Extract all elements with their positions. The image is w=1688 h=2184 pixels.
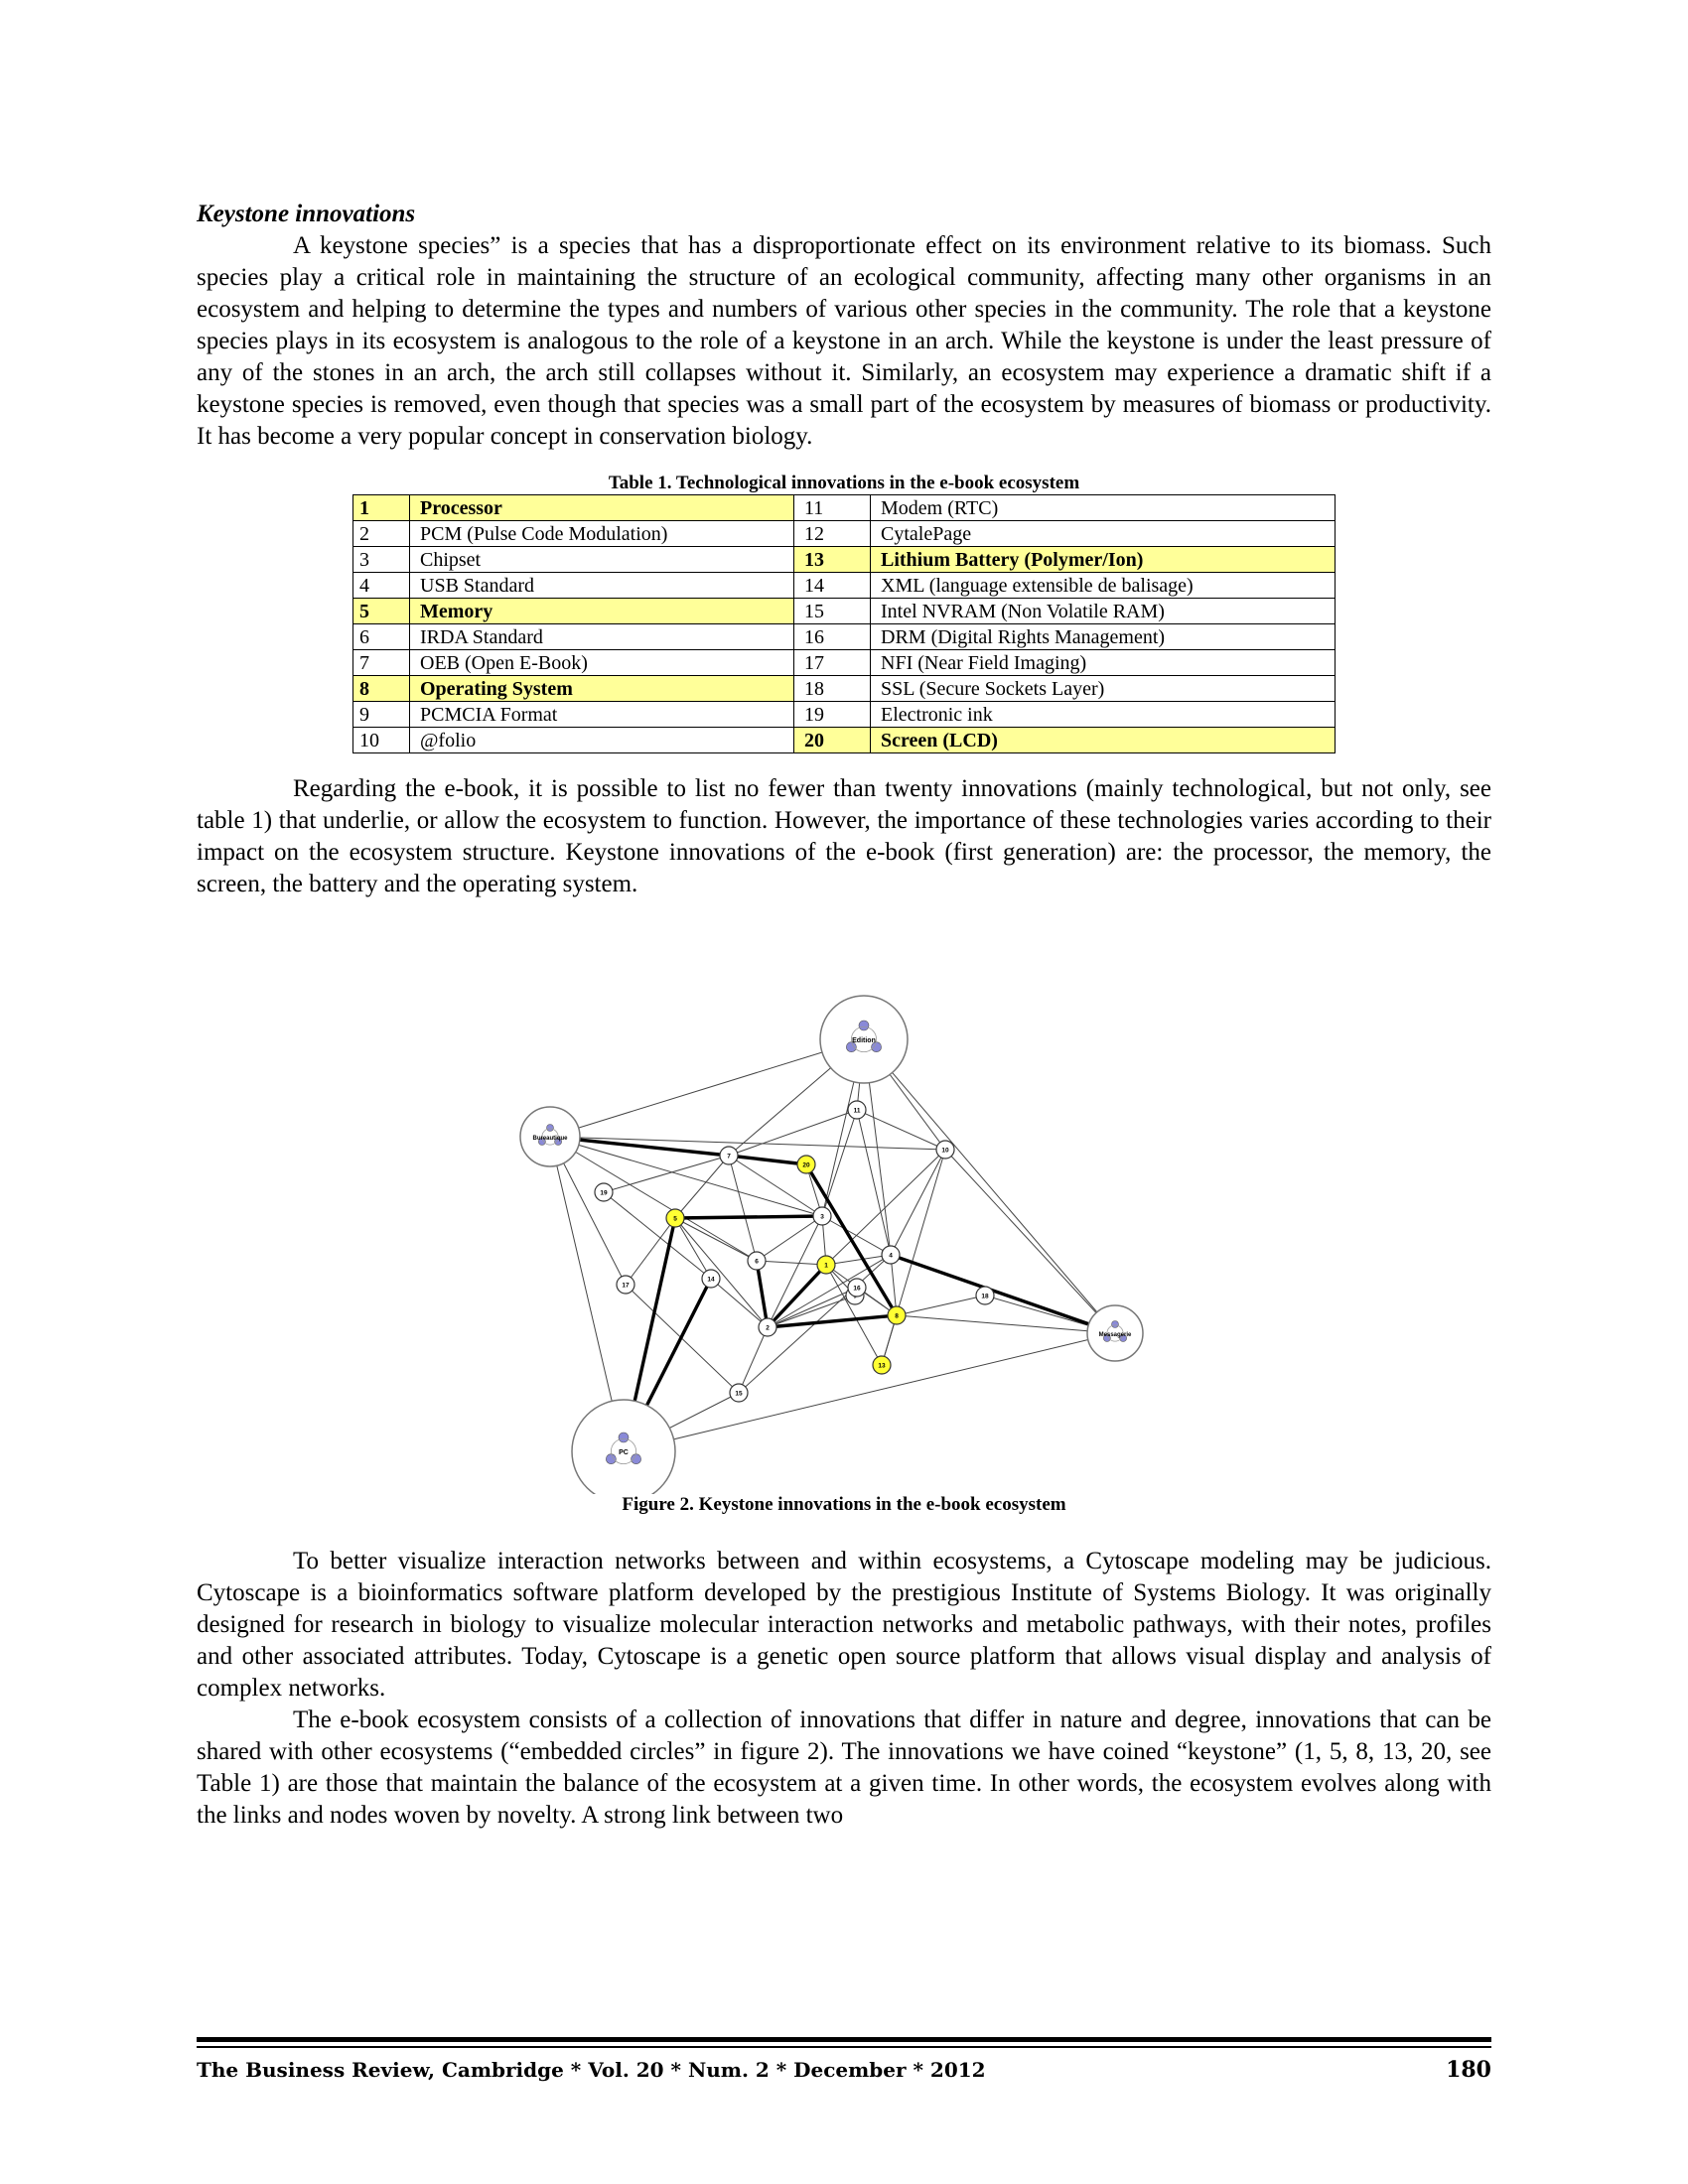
table-row — [353, 573, 1336, 599]
node-label: 13 — [878, 1362, 886, 1370]
strong-network-edge — [768, 1312, 899, 1327]
innovation-node — [848, 1101, 866, 1119]
paragraph-ecosystem: The e-book ecosystem consists of a collection of innovations that differ in nature and degree, innovations that can be shared with other ecosystems (“embedded circles” in figure 2). The innovations we have coined “keystone” (1, 5, 8, 13, 20, see Table 1) are those that maintain the balance of the ecosystem at a given time. In other words, the ecosystem evolves along with the links and nodes woven by novelty. A strong link between two — [197, 1706, 1491, 1829]
node-label: 1 — [824, 1262, 828, 1270]
node-label: 4 — [889, 1252, 893, 1260]
table-cell: 15 — [794, 599, 871, 624]
table-cell: 3 — [353, 547, 410, 573]
network-edge — [857, 1110, 891, 1255]
node-label: 19 — [600, 1189, 608, 1197]
table-row — [353, 650, 1336, 676]
paragraph-ebook-innovations: Regarding the e-book, it is possible to list no fewer than twenty innovations (mainly technological, but not only, see table 1) that underlie, or allow the ecosystem to function. However, the importance of these technologies varies according to their impact on the ecosystem structure. Keystone innovations of the e-book (first generation) are: the processor, the memory, the screen, the battery and the operating system. — [197, 775, 1491, 897]
innovation-node — [848, 1279, 866, 1297]
table-cell: 16 — [794, 624, 871, 650]
table-cell: 14 — [794, 573, 871, 599]
footer-rule — [197, 2037, 1491, 2042]
figure-2 — [197, 938, 1491, 1494]
network-edge — [857, 1110, 945, 1150]
node-label: 20 — [802, 1161, 810, 1169]
table-row — [353, 495, 1336, 521]
node-label: 10 — [941, 1147, 949, 1155]
ecosystem-label: PC — [619, 1449, 629, 1456]
table-cell: Processor — [410, 495, 794, 521]
table-cell: 10 — [353, 728, 410, 753]
table-cell: 9 — [353, 702, 410, 728]
node-label: 17 — [622, 1282, 630, 1290]
table-cell: CytalePage — [871, 521, 1336, 547]
table-cell: DRM (Digital Rights Management) — [871, 624, 1336, 650]
node-label: 11 — [853, 1107, 861, 1115]
innovation-node — [976, 1287, 994, 1304]
table-cell: OEB (Open E-Book) — [410, 650, 794, 676]
table-1 — [352, 473, 1336, 753]
table-cell: 13 — [794, 547, 871, 573]
table-cell: Intel NVRAM (Non Volatile RAM) — [871, 599, 1336, 624]
table-cell: PCM (Pulse Code Modulation) — [410, 521, 794, 547]
node-label: 3 — [820, 1213, 824, 1221]
strong-network-edge — [768, 1262, 828, 1327]
network-edge — [739, 1324, 770, 1393]
table-cell: XML (language extensible de balisage) — [871, 573, 1336, 599]
ecosystem-label: Messagerie — [1098, 1332, 1132, 1338]
network-diagram — [197, 938, 1491, 1494]
table-cell: Chipset — [410, 547, 794, 573]
table-row — [353, 676, 1336, 702]
network-edge — [895, 1312, 1115, 1333]
ecosystem-circle — [520, 1107, 580, 1166]
table-cell: Modem (RTC) — [871, 495, 1336, 521]
table-row — [353, 599, 1336, 624]
table-cell: 4 — [353, 573, 410, 599]
page-body — [197, 199, 1491, 1832]
innovation-node — [882, 1246, 900, 1264]
table-cell: Electronic ink — [871, 702, 1336, 728]
table-cell: 2 — [353, 521, 410, 547]
table-row — [353, 624, 1336, 650]
table-cell: 8 — [353, 676, 410, 702]
table-row — [353, 728, 1336, 753]
table-cell: IRDA Standard — [410, 624, 794, 650]
table-cell: 11 — [794, 495, 871, 521]
network-edge — [550, 1039, 864, 1137]
keystone-node — [888, 1306, 906, 1324]
table-caption: Table 1. Technological innovations in the e-book ecosystem — [608, 473, 1080, 493]
network-edge — [624, 1333, 1115, 1451]
innovations-table — [352, 494, 1336, 753]
node-label: 6 — [755, 1258, 759, 1266]
node-label: 7 — [727, 1153, 731, 1160]
network-edge — [673, 1215, 768, 1327]
table-cell: 5 — [353, 599, 410, 624]
innovation-node — [702, 1270, 720, 1288]
node-label: 14 — [707, 1276, 715, 1284]
node-label: 8 — [895, 1312, 899, 1320]
keystone-node — [666, 1209, 684, 1227]
table-cell: Memory — [410, 599, 794, 624]
node-label: 16 — [853, 1285, 861, 1293]
table-cell: Lithium Battery (Polymer/Ion) — [871, 547, 1336, 573]
paragraph-cytoscape: To better visualize interaction networks between and within ecosystems, a Cytoscape modeling may be judicious. Cytoscape is a bioinformatics software platform developed by the prestigious Institute of Systems Biology. It was originally designed for research in biology to visualize molecular interaction networks and metabolic pathways, with their notes, profiles and other associated attributes. Today, Cytoscape is a genetic open source platform that allows visual display and analysis of complex networks. — [197, 1548, 1491, 1702]
innovation-node — [748, 1252, 766, 1270]
table-cell: USB Standard — [410, 573, 794, 599]
node-label: 18 — [981, 1293, 989, 1300]
table-row — [353, 521, 1336, 547]
table-cell: NFI (Near Field Imaging) — [871, 650, 1336, 676]
table-row — [353, 547, 1336, 573]
table-cell: @folio — [410, 728, 794, 753]
paragraph-keystone-species: A keystone species” is a species that has a disproportionate effect on its environment relative to its biomass. Such species play a critical role in maintaining the structure of an ecological community, affecting many other organisms in an ecosystem and helping to determine the types and numbers of various other species in the community. The role that a keystone species plays in its ecosystem is analogous to the role of a keystone in an arch. While the keystone is under the least pressure of any of the stones in an arch, the arch still collapses without it. Similarly, an ecosystem may experience a dramatic shift if a keystone species is removed, even though that species was a small part of the ecosystem by measures of biomass or productivity. It has become a very popular concept in conservation biology. — [197, 232, 1491, 450]
page-number: 180 — [1446, 2057, 1491, 2083]
node-label: 15 — [735, 1390, 743, 1398]
table-cell: SSL (Secure Sockets Layer) — [871, 676, 1336, 702]
table-cell: 19 — [794, 702, 871, 728]
innovation-node — [595, 1183, 613, 1201]
strong-network-edge — [755, 1258, 768, 1327]
footer-rule-thin — [197, 2046, 1491, 2048]
ecosystem-label: Edition — [852, 1037, 876, 1044]
table-row — [353, 702, 1336, 728]
table-cell: PCMCIA Format — [410, 702, 794, 728]
table-cell: 1 — [353, 495, 410, 521]
network-edge — [550, 1137, 822, 1216]
innovation-node — [759, 1318, 776, 1336]
innovation-node — [936, 1141, 954, 1159]
table-cell: 18 — [794, 676, 871, 702]
network-edge — [945, 1150, 1115, 1333]
network-edge — [604, 1192, 711, 1279]
table-cell: 7 — [353, 650, 410, 676]
strong-network-edge — [675, 1216, 822, 1218]
ecosystem-label: Bureautique — [532, 1136, 568, 1142]
node-label: 5 — [673, 1215, 677, 1223]
section-title: Keystone innovations — [197, 201, 416, 227]
table-cell: Operating System — [410, 676, 794, 702]
network-edge — [755, 1258, 826, 1266]
innovation-node — [730, 1384, 748, 1402]
table-cell: 17 — [794, 650, 871, 676]
innovation-node — [617, 1276, 634, 1294]
journal-citation: The Business Review, Cambridge * Vol. 20 * Num. 2 * December * 2012 — [197, 2058, 986, 2082]
ecosystem-circle — [572, 1400, 675, 1494]
network-edge — [757, 1213, 824, 1261]
table-cell: Screen (LCD) — [871, 728, 1336, 753]
node-label: 2 — [766, 1324, 770, 1332]
network-edge — [891, 1150, 945, 1255]
innovation-node — [720, 1147, 738, 1164]
figure-caption: Figure 2. Keystone innovations in the e-book ecosystem — [622, 1494, 1066, 1515]
table-cell: 6 — [353, 624, 410, 650]
keystone-node — [797, 1156, 815, 1173]
ecosystem-circle — [1087, 1305, 1143, 1361]
keystone-node — [817, 1256, 835, 1274]
network-edge — [604, 1153, 731, 1192]
table-cell: 20 — [794, 728, 871, 753]
footer — [197, 2057, 1491, 2083]
keystone-node — [873, 1356, 891, 1374]
ecosystem-circle — [820, 996, 908, 1083]
table-cell: 12 — [794, 521, 871, 547]
innovation-node — [813, 1207, 831, 1225]
network-edge — [897, 1296, 985, 1315]
